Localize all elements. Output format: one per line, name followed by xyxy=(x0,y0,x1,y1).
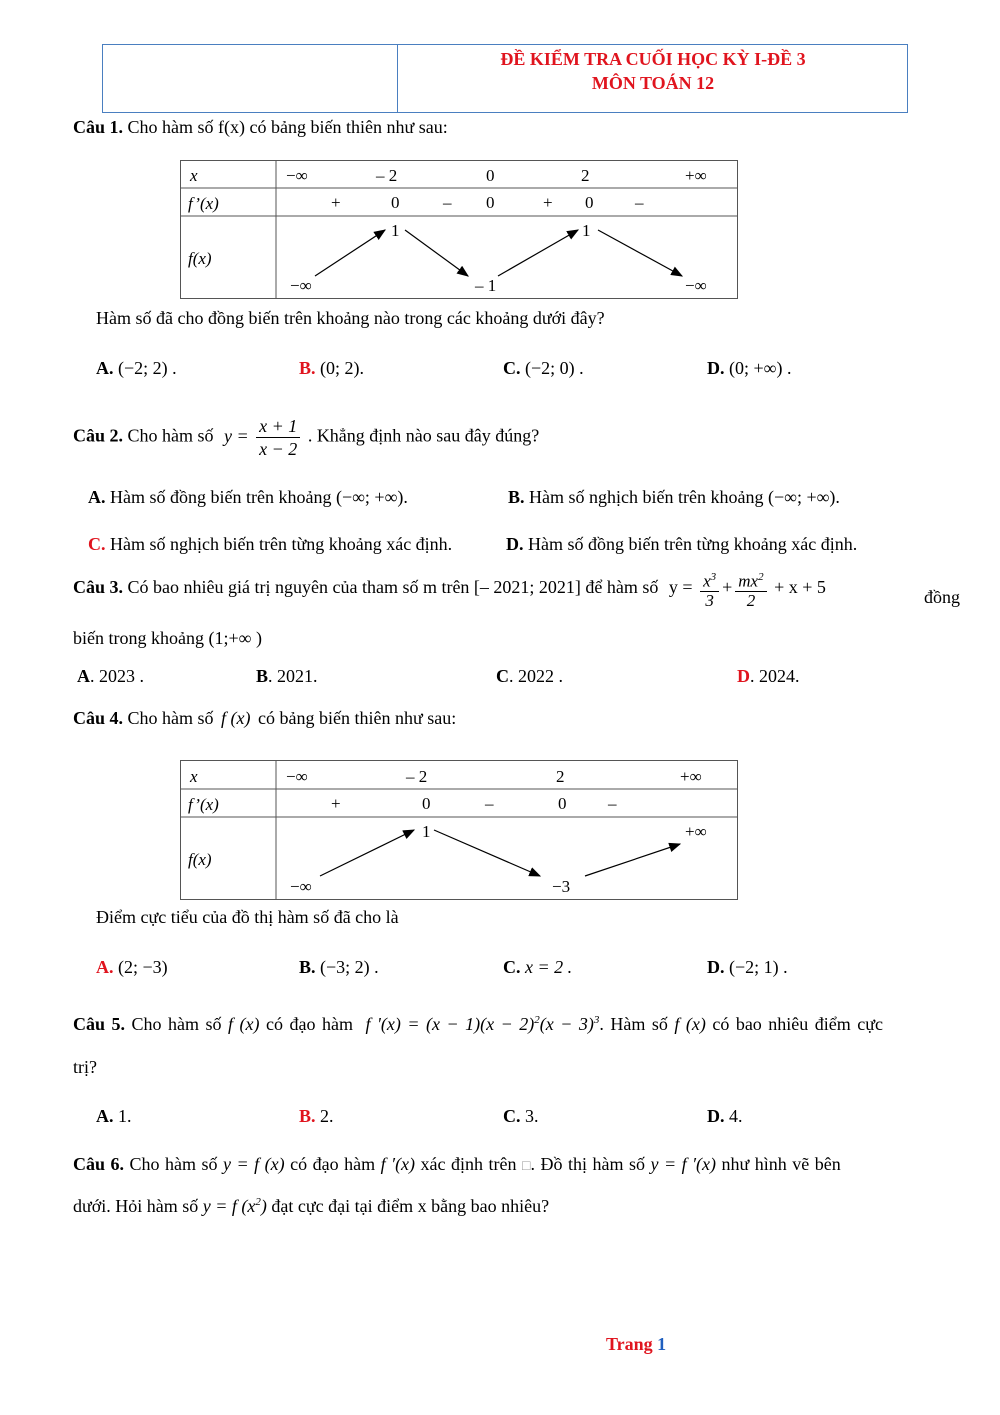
q1-x2: 0 xyxy=(486,166,495,185)
header-divider xyxy=(397,45,398,112)
q4-variation-table xyxy=(180,760,740,902)
q1-option-d[interactable]: D. (0; +∞) . xyxy=(707,358,792,378)
q1-prompt: Hàm số đã cho đồng biến trên khoảng nào trong các khoảng dưới đây? xyxy=(96,308,605,328)
q3-fraction-2: $\frac{mx^2}{2}$ xyxy=(735,568,766,610)
q4-stem xyxy=(73,708,456,729)
q4-arrow-up-2 xyxy=(585,844,680,876)
q1-f1: 1 xyxy=(582,221,591,240)
q4-prompt: Điểm cực tiểu của đồ thị hàm số đã cho là xyxy=(96,907,399,927)
q5-stem: Câu 5. Cho hàm số f (x) có đạo hàm f '$(x) = (x - 1)(x - 2)^2(x - 3)^3$. Hàm số f (x) có bao nhiêu điểm cực xyxy=(73,1014,884,1034)
q4-f0: 1 xyxy=(422,822,431,841)
q5-derivative: f '$(x) = (x - 1)(x - 2)^2(x - 3)^3$ xyxy=(365,1014,600,1034)
q4-option-c[interactable]: C. x = 2 . xyxy=(503,957,573,977)
q4-arrow-up-1 xyxy=(320,830,414,876)
page-number: 1 xyxy=(657,1334,667,1354)
q1-stem xyxy=(73,117,448,138)
q2-y-eq: y = xyxy=(224,425,249,446)
q4-f3: −3 xyxy=(552,877,571,896)
q5-fx-2: f (x) xyxy=(674,1014,706,1034)
q1-s3: 0 xyxy=(486,193,495,212)
q2-label: Câu 2. xyxy=(73,425,124,446)
q5-fx: f (x) xyxy=(228,1014,260,1034)
q1-option-b[interactable]: B. (0; 2). xyxy=(299,358,365,378)
q4-s2: – xyxy=(485,794,494,813)
q2-option-b[interactable]: B. Hàm số nghịch biến trên khoảng (−∞; +∞). xyxy=(508,487,840,507)
page-footer xyxy=(606,1334,666,1355)
q3-stem: Câu 3. Có bao nhiêu giá trị nguyên của tham số m trên [– 2021; 2021] để hàm số y = $\frac{x^3}{3}$ + $\frac{mx^2}{2}$ + x + 5 xyxy=(73,568,826,610)
q4-text-before: Cho hàm số xyxy=(127,708,214,728)
q1-f0: 1 xyxy=(391,221,400,240)
q2-option-c[interactable]: C. Hàm số nghịch biến trên từng khoảng xác định. xyxy=(88,534,453,554)
q5-option-b[interactable]: B. 2. xyxy=(299,1106,334,1126)
q1-x4: +∞ xyxy=(685,166,707,185)
q4-row-f: f(x) xyxy=(188,850,212,869)
header-subject: MÔN TOÁN 12 xyxy=(591,73,715,93)
q4-option-b[interactable]: B. (−3; 2) . xyxy=(299,957,379,977)
q2-stem xyxy=(73,415,539,460)
q1-f4: −∞ xyxy=(685,276,707,295)
q4-row-x: x xyxy=(190,767,198,786)
q4-x0: −∞ xyxy=(286,767,308,786)
q1-s0: + xyxy=(331,193,341,212)
q2-option-a[interactable]: A. Hàm số đồng biến trên khoảng (−∞; +∞). xyxy=(88,487,408,507)
q1-row-fp: f’(x) xyxy=(188,194,219,213)
q3-tail: + x + 5 xyxy=(774,576,826,597)
q1-arrow-down-1 xyxy=(405,230,468,276)
q5-option-a[interactable]: A. 1. xyxy=(96,1106,132,1126)
page-word: Trang xyxy=(606,1334,653,1354)
q6-line2: dưới. Hỏi hàm số y = f $(x^2)$ đạt cực đại tại điểm x bằng bao nhiêu? xyxy=(73,1196,550,1216)
q1-x1: – 2 xyxy=(376,166,398,185)
q1-s1: 0 xyxy=(391,193,400,212)
q2-option-d[interactable]: D. Hàm số đồng biến trên từng khoảng xác định. xyxy=(506,534,858,554)
q2-text-after: . Khẳng định nào sau đây đúng? xyxy=(307,425,540,446)
q1-arrow-up-2 xyxy=(498,230,578,276)
q4-s3: 0 xyxy=(558,794,567,813)
missing-glyph: □ xyxy=(522,1159,531,1174)
q3-option-a[interactable]: A. 2023 . xyxy=(77,666,144,686)
q5-label: Câu 5. xyxy=(73,1014,126,1034)
q4-x1: – 2 xyxy=(406,767,428,786)
q4-s1: 0 xyxy=(422,794,431,813)
q4-label: Câu 4. xyxy=(73,708,124,728)
q3-option-b[interactable]: B. 2021. xyxy=(256,666,318,686)
q5-option-c[interactable]: C. 3. xyxy=(503,1106,539,1126)
q3-label: Câu 3. xyxy=(73,576,124,597)
q3-fraction-1: $\frac{x^3}{3}$ xyxy=(700,568,719,610)
q4-option-d[interactable]: D. (−2; 1) . xyxy=(707,957,788,977)
q1-variation-table xyxy=(180,160,740,300)
q1-arrow-down-2 xyxy=(598,230,682,276)
q1-option-a[interactable]: A. (−2; 2) . xyxy=(96,358,177,378)
q4-f1: +∞ xyxy=(685,822,707,841)
q4-option-a[interactable]: A. (2; −3) xyxy=(96,957,168,977)
q1-f2: −∞ xyxy=(290,276,312,295)
q2-fraction: $\frac{x + 1}{x - 2}$ xyxy=(256,415,300,460)
q4-s0: + xyxy=(331,794,341,813)
q3-option-d[interactable]: D. 2024. xyxy=(737,666,800,686)
header-box xyxy=(102,44,908,113)
q1-x0: −∞ xyxy=(286,166,308,185)
q6-stem: Câu 6. Cho hàm số y = f (x) có đạo hàm f ′(x) xác định trên □. Đồ thị hàm số y = f ′(x) như hình vẽ bên xyxy=(73,1154,841,1174)
q3-line2: biến trong khoảng (1;+∞ ) xyxy=(73,628,262,648)
q1-s2: – xyxy=(443,193,452,212)
q4-x2: 2 xyxy=(556,767,565,786)
q1-f3: – 1 xyxy=(475,276,497,295)
q1-arrow-up-1 xyxy=(315,230,385,276)
q3-end-word: đồng xyxy=(924,587,960,607)
q5-option-d[interactable]: D. 4. xyxy=(707,1106,743,1126)
q4-x3: +∞ xyxy=(680,767,702,786)
q6-y3: y = f $(x^2)$ xyxy=(202,1196,267,1216)
q4-row-fp: f’(x) xyxy=(188,795,219,814)
q3-y-eq: y = xyxy=(668,576,693,597)
q1-x3: 2 xyxy=(581,166,590,185)
q1-row-f: f(x) xyxy=(188,249,212,268)
q1-row-x: x xyxy=(190,166,198,185)
q4-s4: – xyxy=(608,794,617,813)
q3-text: Có bao nhiêu giá trị nguyên của tham số m trên [– 2021; 2021] để hàm số xyxy=(127,576,659,597)
q5-line2: trị? xyxy=(73,1057,97,1077)
q1-s5: 0 xyxy=(585,193,594,212)
q3-option-c[interactable]: C. 2022 . xyxy=(496,666,563,686)
q1-s4: + xyxy=(543,193,553,212)
q4-f2: −∞ xyxy=(290,877,312,896)
q1-text: Cho hàm số f(x) có bảng biến thiên như sau: xyxy=(127,117,448,137)
header-title: ĐỀ KIỂM TRA CUỐI HỌC KỲ I-ĐỀ 3 xyxy=(500,49,806,69)
q2-text-before: Cho hàm số xyxy=(127,425,214,446)
q4-arrow-down-1 xyxy=(434,830,540,876)
q6-label: Câu 6. xyxy=(73,1154,125,1174)
q1-label: Câu 1. xyxy=(73,117,124,137)
q1-s6: – xyxy=(635,193,644,212)
q4-fx: f (x) xyxy=(221,708,251,728)
q4-text-after: có bảng biến thiên như sau: xyxy=(258,708,457,728)
q1-option-c[interactable]: C. (−2; 0) . xyxy=(503,358,584,378)
